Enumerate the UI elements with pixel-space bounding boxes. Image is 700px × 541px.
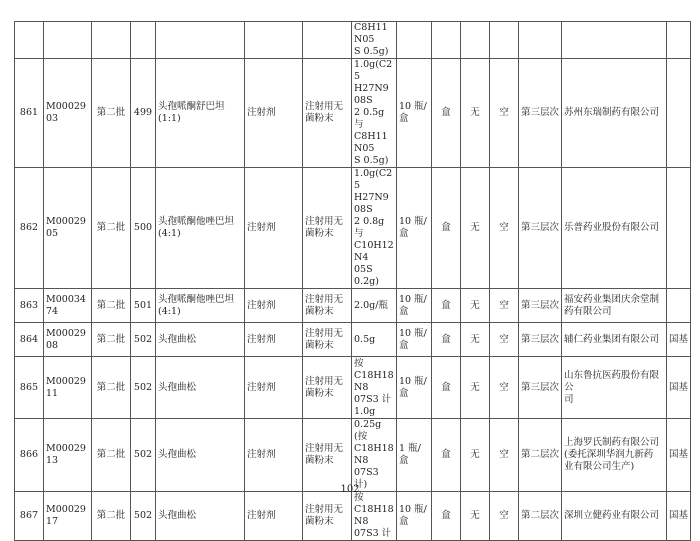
drug-code-cell: M0002903 (44, 59, 92, 168)
unit-cell: 盒 (432, 168, 461, 289)
dosage-form-cell: 注射用无 菌粉末 (303, 492, 352, 541)
row-number-cell (15, 22, 44, 59)
drug-code-cell: M0002908 (44, 323, 92, 357)
field-2-cell: 空 (490, 289, 519, 323)
specification-cell: 1.0g(C25 H27N908S 2 0.8g 与 C10H12N4 05S 0.2g) (352, 168, 397, 289)
table-row (15, 323, 691, 357)
dosage-type-cell: 注射剂 (245, 289, 303, 323)
field-1-cell: 无 (461, 323, 490, 357)
dosage-type-cell: 注射剂 (245, 492, 303, 541)
packaging-cell: 10 瓶/ 盒 (397, 323, 432, 357)
packaging-cell: 10 瓶/ 盒 (397, 492, 432, 541)
field-2-cell (490, 22, 519, 59)
quality-level-cell: 第三层次 (519, 59, 562, 168)
field-2-cell: 空 (490, 59, 519, 168)
drug-name-cell: 头孢哌酮舒巴坦 (1:1) (156, 59, 245, 168)
note-cell: 国基 (667, 323, 691, 357)
unit-cell: 盒 (432, 323, 461, 357)
note-cell: 国基 (667, 357, 691, 419)
drug-name-cell: 头孢哌酮他唑巴坦 (4:1) (156, 289, 245, 323)
row-number-cell: 866 (15, 419, 44, 492)
manufacturer-cell: 山东鲁抗医药股份有限公 司 (562, 357, 667, 419)
drug-name-cell: 头孢哌酮他唑巴坦 (4:1) (156, 168, 245, 289)
field-1-cell: 无 (461, 289, 490, 323)
drug-name-cell: 头孢曲松 (156, 492, 245, 541)
packaging-cell (397, 22, 432, 59)
specification-cell: 按 C18H18N8 07S3 计 (352, 492, 397, 541)
sequence-number-cell: 502 (131, 357, 156, 419)
dosage-type-cell (245, 22, 303, 59)
drug-name-cell (156, 22, 245, 59)
batch-cell (92, 22, 131, 59)
field-1-cell: 无 (461, 419, 490, 492)
manufacturer-cell: 辅仁药业集团有限公司 (562, 323, 667, 357)
table-row (15, 357, 691, 419)
unit-cell: 盒 (432, 59, 461, 168)
drug-code-cell: M0002905 (44, 168, 92, 289)
specification-cell: 0.5g (352, 323, 397, 357)
sequence-number-cell: 500 (131, 168, 156, 289)
drug-name-cell: 头孢曲松 (156, 323, 245, 357)
batch-cell: 第二批 (92, 492, 131, 541)
field-2-cell: 空 (490, 168, 519, 289)
drug-code-cell: M0003474 (44, 289, 92, 323)
specification-cell: 1.0g(C25 H27N908S 2 0.5g 与 C8H11N05 S 0.5g) (352, 59, 397, 168)
dosage-form-cell: 注射用无 菌粉末 (303, 168, 352, 289)
note-cell: 国基 (667, 419, 691, 492)
unit-cell: 盒 (432, 419, 461, 492)
manufacturer-cell: 福安药业集团庆余堂制 药有限公司 (562, 289, 667, 323)
field-2-cell: 空 (490, 492, 519, 541)
drug-code-cell (44, 22, 92, 59)
dosage-type-cell: 注射剂 (245, 168, 303, 289)
unit-cell: 盒 (432, 492, 461, 541)
dosage-form-cell: 注射用无 菌粉末 (303, 59, 352, 168)
drug-name-cell: 头孢曲松 (156, 419, 245, 492)
drug-name-cell: 头孢曲松 (156, 357, 245, 419)
manufacturer-cell: 苏州东瑞制药有限公司 (562, 59, 667, 168)
dosage-type-cell: 注射剂 (245, 357, 303, 419)
dosage-form-cell (303, 22, 352, 59)
quality-level-cell: 第三层次 (519, 323, 562, 357)
row-number-cell: 864 (15, 323, 44, 357)
quality-level-cell (519, 22, 562, 59)
batch-cell: 第二批 (92, 59, 131, 168)
note-cell (667, 289, 691, 323)
field-1-cell: 无 (461, 492, 490, 541)
table-row (15, 22, 691, 59)
note-cell (667, 22, 691, 59)
table-row (15, 419, 691, 492)
drug-code-cell: M0002913 (44, 419, 92, 492)
sequence-number-cell (131, 22, 156, 59)
dosage-type-cell: 注射剂 (245, 419, 303, 492)
dosage-type-cell: 注射剂 (245, 323, 303, 357)
table-row (15, 59, 691, 168)
drug-table (14, 21, 691, 541)
dosage-form-cell: 注射用无 菌粉末 (303, 323, 352, 357)
batch-cell: 第二批 (92, 289, 131, 323)
table-row (15, 492, 691, 541)
table-body (15, 22, 691, 541)
field-1-cell: 无 (461, 168, 490, 289)
quality-level-cell: 第三层次 (519, 168, 562, 289)
row-number-cell: 862 (15, 168, 44, 289)
batch-cell: 第二批 (92, 168, 131, 289)
dosage-form-cell: 注射用无 菌粉末 (303, 419, 352, 492)
packaging-cell: 10 瓶/ 盒 (397, 357, 432, 419)
sequence-number-cell: 502 (131, 323, 156, 357)
sequence-number-cell: 502 (131, 419, 156, 492)
sequence-number-cell: 499 (131, 59, 156, 168)
field-2-cell: 空 (490, 357, 519, 419)
drug-code-cell: M0002911 (44, 357, 92, 419)
row-number-cell: 865 (15, 357, 44, 419)
manufacturer-cell: 深圳立健药业有限公司 (562, 492, 667, 541)
unit-cell (432, 22, 461, 59)
specification-cell: 按 C18H18N8 07S3 计 1.0g (352, 357, 397, 419)
sequence-number-cell: 502 (131, 492, 156, 541)
table-row (15, 168, 691, 289)
sequence-number-cell: 501 (131, 289, 156, 323)
batch-cell: 第二批 (92, 357, 131, 419)
note-cell (667, 59, 691, 168)
unit-cell: 盒 (432, 289, 461, 323)
unit-cell: 盒 (432, 357, 461, 419)
field-1-cell: 无 (461, 357, 490, 419)
note-cell (667, 168, 691, 289)
quality-level-cell: 第三层次 (519, 289, 562, 323)
batch-cell: 第二批 (92, 419, 131, 492)
batch-cell: 第二批 (92, 323, 131, 357)
dosage-form-cell: 注射用无 菌粉末 (303, 289, 352, 323)
page-number: 102 (340, 484, 360, 495)
field-1-cell: 无 (461, 59, 490, 168)
row-number-cell: 861 (15, 59, 44, 168)
manufacturer-cell (562, 22, 667, 59)
packaging-cell: 10 瓶/ 盒 (397, 59, 432, 168)
dosage-form-cell: 注射用无 菌粉末 (303, 357, 352, 419)
quality-level-cell: 第二层次 (519, 419, 562, 492)
manufacturer-cell: 乐普药业股份有限公司 (562, 168, 667, 289)
dosage-type-cell: 注射剂 (245, 59, 303, 168)
packaging-cell: 10 瓶/ 盒 (397, 168, 432, 289)
quality-level-cell: 第二层次 (519, 492, 562, 541)
field-2-cell: 空 (490, 323, 519, 357)
table-row (15, 289, 691, 323)
field-1-cell (461, 22, 490, 59)
drug-code-cell: M0002917 (44, 492, 92, 541)
specification-cell: C8H11N05 S 0.5g) (352, 22, 397, 59)
specification-cell: 0.25g(按 C18H18N8 07S3 计) (352, 419, 397, 492)
packaging-cell: 10 瓶/ 盒 (397, 289, 432, 323)
row-number-cell: 867 (15, 492, 44, 541)
manufacturer-cell: 上海罗氏制药有限公司 (委托深圳华润九新药 业有限公司生产) (562, 419, 667, 492)
quality-level-cell: 第三层次 (519, 357, 562, 419)
packaging-cell: 1 瓶/盒 (397, 419, 432, 492)
row-number-cell: 863 (15, 289, 44, 323)
specification-cell: 2.0g/瓶 (352, 289, 397, 323)
note-cell: 国基 (667, 492, 691, 541)
field-2-cell: 空 (490, 419, 519, 492)
